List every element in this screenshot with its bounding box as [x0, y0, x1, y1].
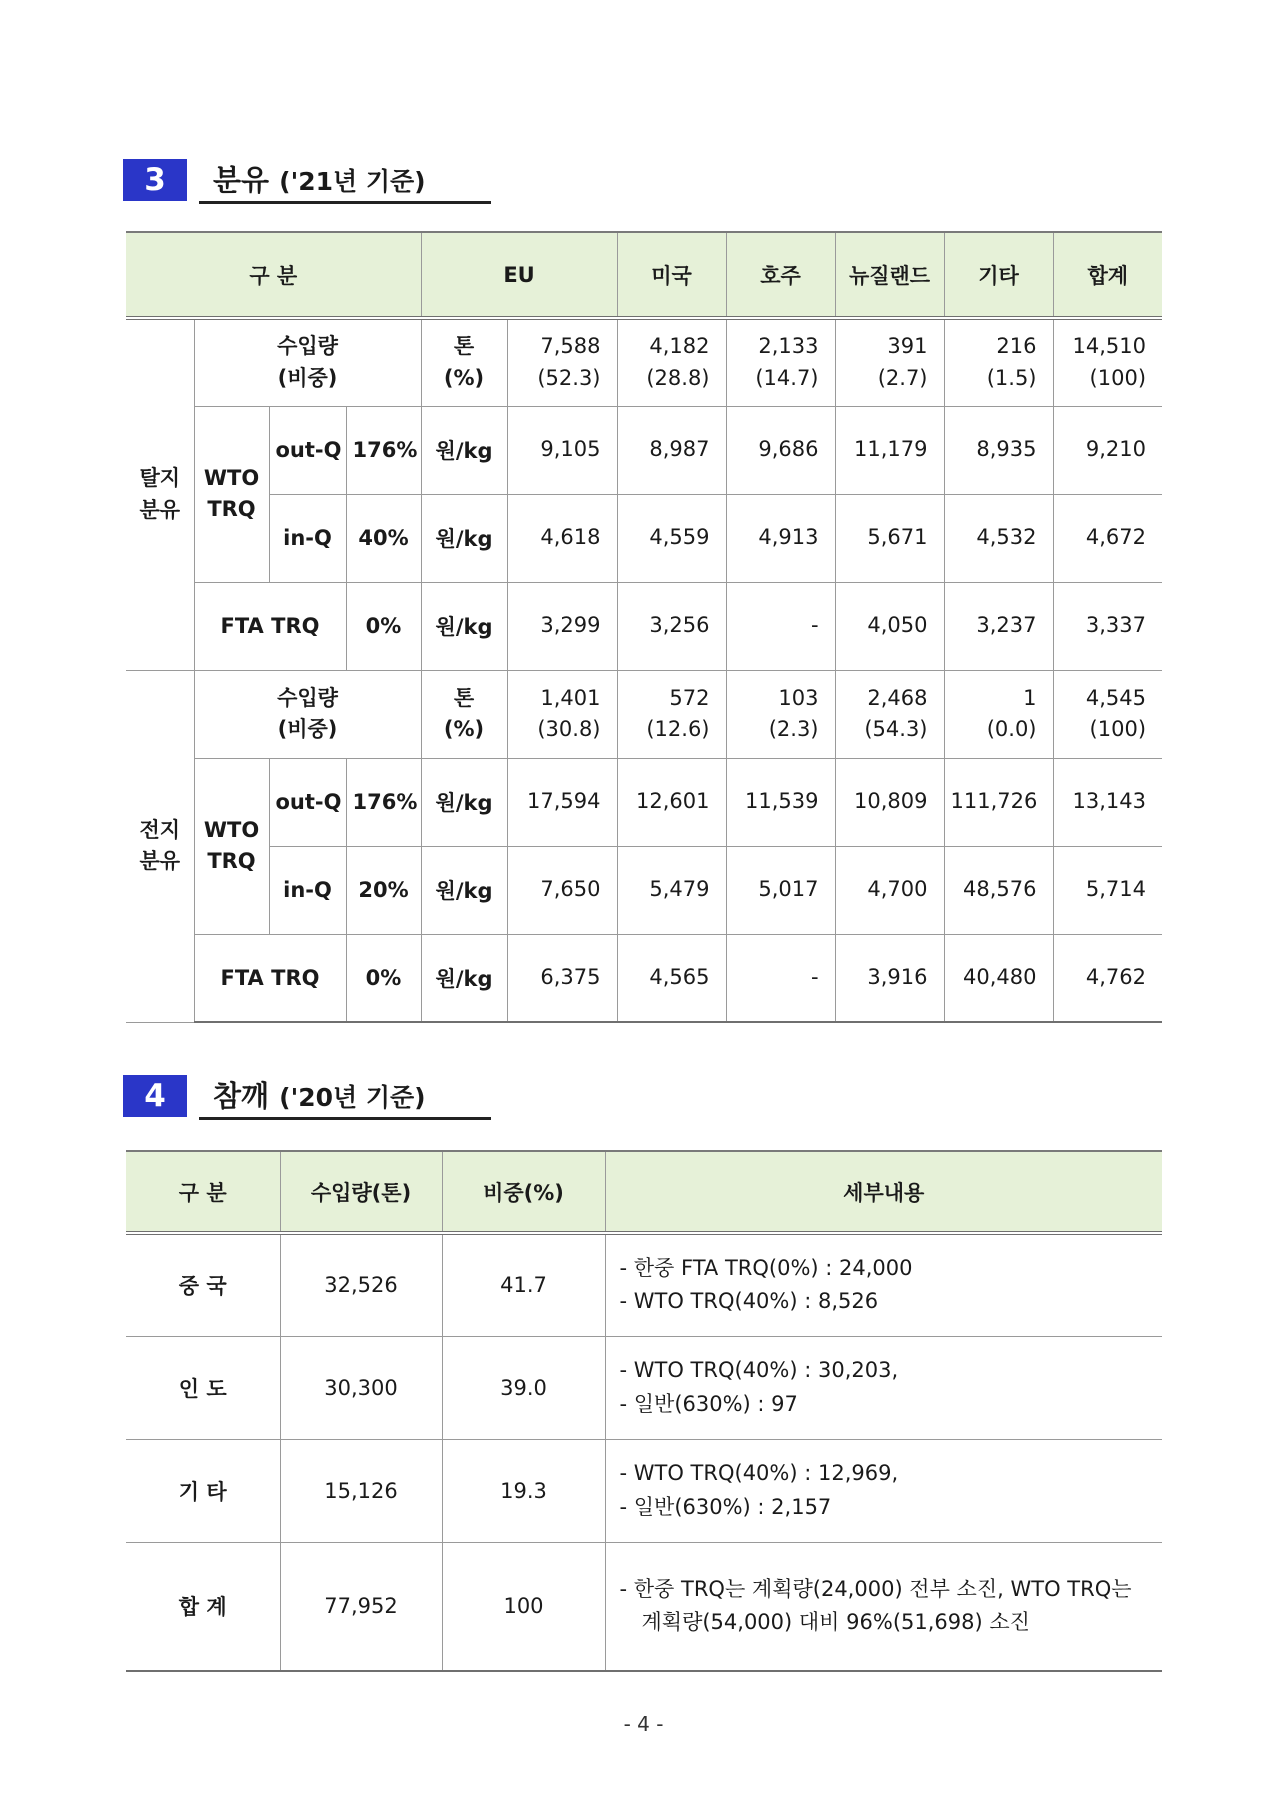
cell-other: 111,726	[944, 758, 1053, 846]
header-australia: 호주	[726, 232, 835, 318]
section-title-subtitle: ('20년 기준)	[279, 1083, 426, 1112]
page-number: - 4 -	[623, 1712, 664, 1736]
header-details: 세부내용	[605, 1151, 1162, 1233]
header-category: 구 분	[126, 232, 421, 318]
volume-unit: 톤 (%)	[421, 318, 507, 406]
inq-unit: 원/kg	[421, 846, 507, 934]
detail-line: - 한중 TRQ는 계획량(24,000) 전부 소진, WTO TRQ는 계획량(54,000) 대비 96%(51,698) 소진	[619, 1576, 1132, 1635]
cell-usa: 4,182 (28.8)	[617, 318, 726, 406]
cell-australia: 103 (2.3)	[726, 670, 835, 758]
row-details	[605, 1439, 1162, 1542]
header-volume: 수입량(톤)	[280, 1151, 442, 1233]
cell-other: 216 (1.5)	[944, 318, 1053, 406]
cell-newzealand: 4,050	[835, 582, 944, 670]
detail-line: - 일반(630%) : 97	[619, 1391, 798, 1416]
cell-total: 5,714	[1053, 846, 1162, 934]
cell-australia: 9,686	[726, 406, 835, 494]
cell-newzealand: 391 (2.7)	[835, 318, 944, 406]
cell-other: 48,576	[944, 846, 1053, 934]
cell-eu: 4,618	[507, 494, 617, 582]
wto-trq-label: WTO TRQ	[194, 758, 269, 934]
outq-label: out-Q	[269, 406, 346, 494]
whole-group-label: 전지 분유	[126, 670, 194, 1022]
fta-trq-label: FTA TRQ	[194, 934, 346, 1022]
cell-usa: 4,565	[617, 934, 726, 1022]
skim-outq-row	[126, 406, 1162, 494]
row-share: 39.0	[442, 1336, 605, 1439]
volume-label: 수입량 (비중)	[194, 318, 421, 406]
cell-usa: 5,479	[617, 846, 726, 934]
cell-other: 4,532	[944, 494, 1053, 582]
cell-other: 8,935	[944, 406, 1053, 494]
whole-inq-row	[126, 846, 1162, 934]
cell-usa: 3,256	[617, 582, 726, 670]
whole-volume-row	[126, 670, 1162, 758]
wto-trq-label: WTO TRQ	[194, 406, 269, 582]
cell-other: 1 (0.0)	[944, 670, 1053, 758]
cell-total: 14,510 (100)	[1053, 318, 1162, 406]
section-title-text: 참깨	[213, 1079, 270, 1113]
cell-usa: 12,601	[617, 758, 726, 846]
cell-newzealand: 2,468 (54.3)	[835, 670, 944, 758]
header-row	[126, 232, 1162, 318]
fta-unit: 원/kg	[421, 582, 507, 670]
detail-line: - 한중 FTA TRQ(0%) : 24,000	[619, 1255, 913, 1280]
cell-eu: 1,401 (30.8)	[507, 670, 617, 758]
fta-trq-label: FTA TRQ	[194, 582, 346, 670]
row-name: 합 계	[126, 1542, 280, 1671]
row-volume: 32,526	[280, 1233, 442, 1336]
row-share: 100	[442, 1542, 605, 1671]
row-name: 인 도	[126, 1336, 280, 1439]
outq-rate: 176%	[346, 406, 421, 494]
fta-unit: 원/kg	[421, 934, 507, 1022]
section-title-subtitle: ('21년 기준)	[279, 167, 426, 196]
cell-eu: 17,594	[507, 758, 617, 846]
cell-total: 4,672	[1053, 494, 1162, 582]
detail-line: - WTO TRQ(40%) : 12,969,	[619, 1460, 899, 1485]
header-row	[126, 1151, 1162, 1233]
row-name: 중 국	[126, 1233, 280, 1336]
cell-other: 3,237	[944, 582, 1053, 670]
section-number: 3	[123, 159, 187, 201]
section-number: 4	[123, 1075, 187, 1117]
row-details	[605, 1542, 1162, 1671]
cell-eu: 7,650	[507, 846, 617, 934]
cell-newzealand: 4,700	[835, 846, 944, 934]
header-total: 합계	[1053, 232, 1162, 318]
row-details	[605, 1233, 1162, 1336]
detail-line: - WTO TRQ(40%) : 8,526	[619, 1289, 879, 1314]
volume-unit: 톤 (%)	[421, 670, 507, 758]
cell-newzealand: 11,179	[835, 406, 944, 494]
inq-unit: 원/kg	[421, 494, 507, 582]
cell-total: 4,762	[1053, 934, 1162, 1022]
skim-group-label: 탈지 분유	[126, 318, 194, 670]
cell-australia: 4,913	[726, 494, 835, 582]
cell-usa: 4,559	[617, 494, 726, 582]
fta-rate: 0%	[346, 582, 421, 670]
milk-powder-table	[126, 231, 1162, 1023]
total-row	[126, 1542, 1162, 1671]
skim-fta-row	[126, 582, 1162, 670]
cell-australia: 5,017	[726, 846, 835, 934]
section-title-text: 분유	[213, 163, 270, 197]
skim-inq-row	[126, 494, 1162, 582]
cell-australia: -	[726, 582, 835, 670]
detail-line: - 일반(630%) : 2,157	[619, 1494, 832, 1519]
row-volume: 15,126	[280, 1439, 442, 1542]
cell-newzealand: 5,671	[835, 494, 944, 582]
outq-rate: 176%	[346, 758, 421, 846]
cell-usa: 8,987	[617, 406, 726, 494]
cell-total: 13,143	[1053, 758, 1162, 846]
whole-outq-row	[126, 758, 1162, 846]
inq-rate: 20%	[346, 846, 421, 934]
row-share: 19.3	[442, 1439, 605, 1542]
header-eu: EU	[421, 232, 617, 318]
outq-unit: 원/kg	[421, 406, 507, 494]
cell-other: 40,480	[944, 934, 1053, 1022]
cell-eu: 6,375	[507, 934, 617, 1022]
cell-eu: 7,588 (52.3)	[507, 318, 617, 406]
cell-newzealand: 10,809	[835, 758, 944, 846]
inq-label: in-Q	[269, 494, 346, 582]
outq-label: out-Q	[269, 758, 346, 846]
row-share: 41.7	[442, 1233, 605, 1336]
skim-volume-row	[126, 318, 1162, 406]
inq-rate: 40%	[346, 494, 421, 582]
outq-unit: 원/kg	[421, 758, 507, 846]
row-name: 기 타	[126, 1439, 280, 1542]
volume-label: 수입량 (비중)	[194, 670, 421, 758]
section-title	[199, 1075, 491, 1120]
section-title	[199, 159, 491, 204]
cell-eu: 9,105	[507, 406, 617, 494]
header-category: 구 분	[126, 1151, 280, 1233]
cell-newzealand: 3,916	[835, 934, 944, 1022]
row-volume: 30,300	[280, 1336, 442, 1439]
cell-total: 4,545 (100)	[1053, 670, 1162, 758]
header-newzealand: 뉴질랜드	[835, 232, 944, 318]
cell-usa: 572 (12.6)	[617, 670, 726, 758]
row-details	[605, 1336, 1162, 1439]
table-row	[126, 1233, 1162, 1336]
fta-rate: 0%	[346, 934, 421, 1022]
table-row	[126, 1439, 1162, 1542]
cell-australia: 11,539	[726, 758, 835, 846]
header-other: 기타	[944, 232, 1053, 318]
cell-australia: 2,133 (14.7)	[726, 318, 835, 406]
header-usa: 미국	[617, 232, 726, 318]
cell-australia: -	[726, 934, 835, 1022]
header-share: 비중(%)	[442, 1151, 605, 1233]
detail-line: - WTO TRQ(40%) : 30,203,	[619, 1357, 899, 1382]
sesame-table	[126, 1150, 1162, 1672]
table-row	[126, 1336, 1162, 1439]
cell-total: 9,210	[1053, 406, 1162, 494]
cell-eu: 3,299	[507, 582, 617, 670]
whole-fta-row	[126, 934, 1162, 1022]
cell-total: 3,337	[1053, 582, 1162, 670]
row-volume: 77,952	[280, 1542, 442, 1671]
inq-label: in-Q	[269, 846, 346, 934]
